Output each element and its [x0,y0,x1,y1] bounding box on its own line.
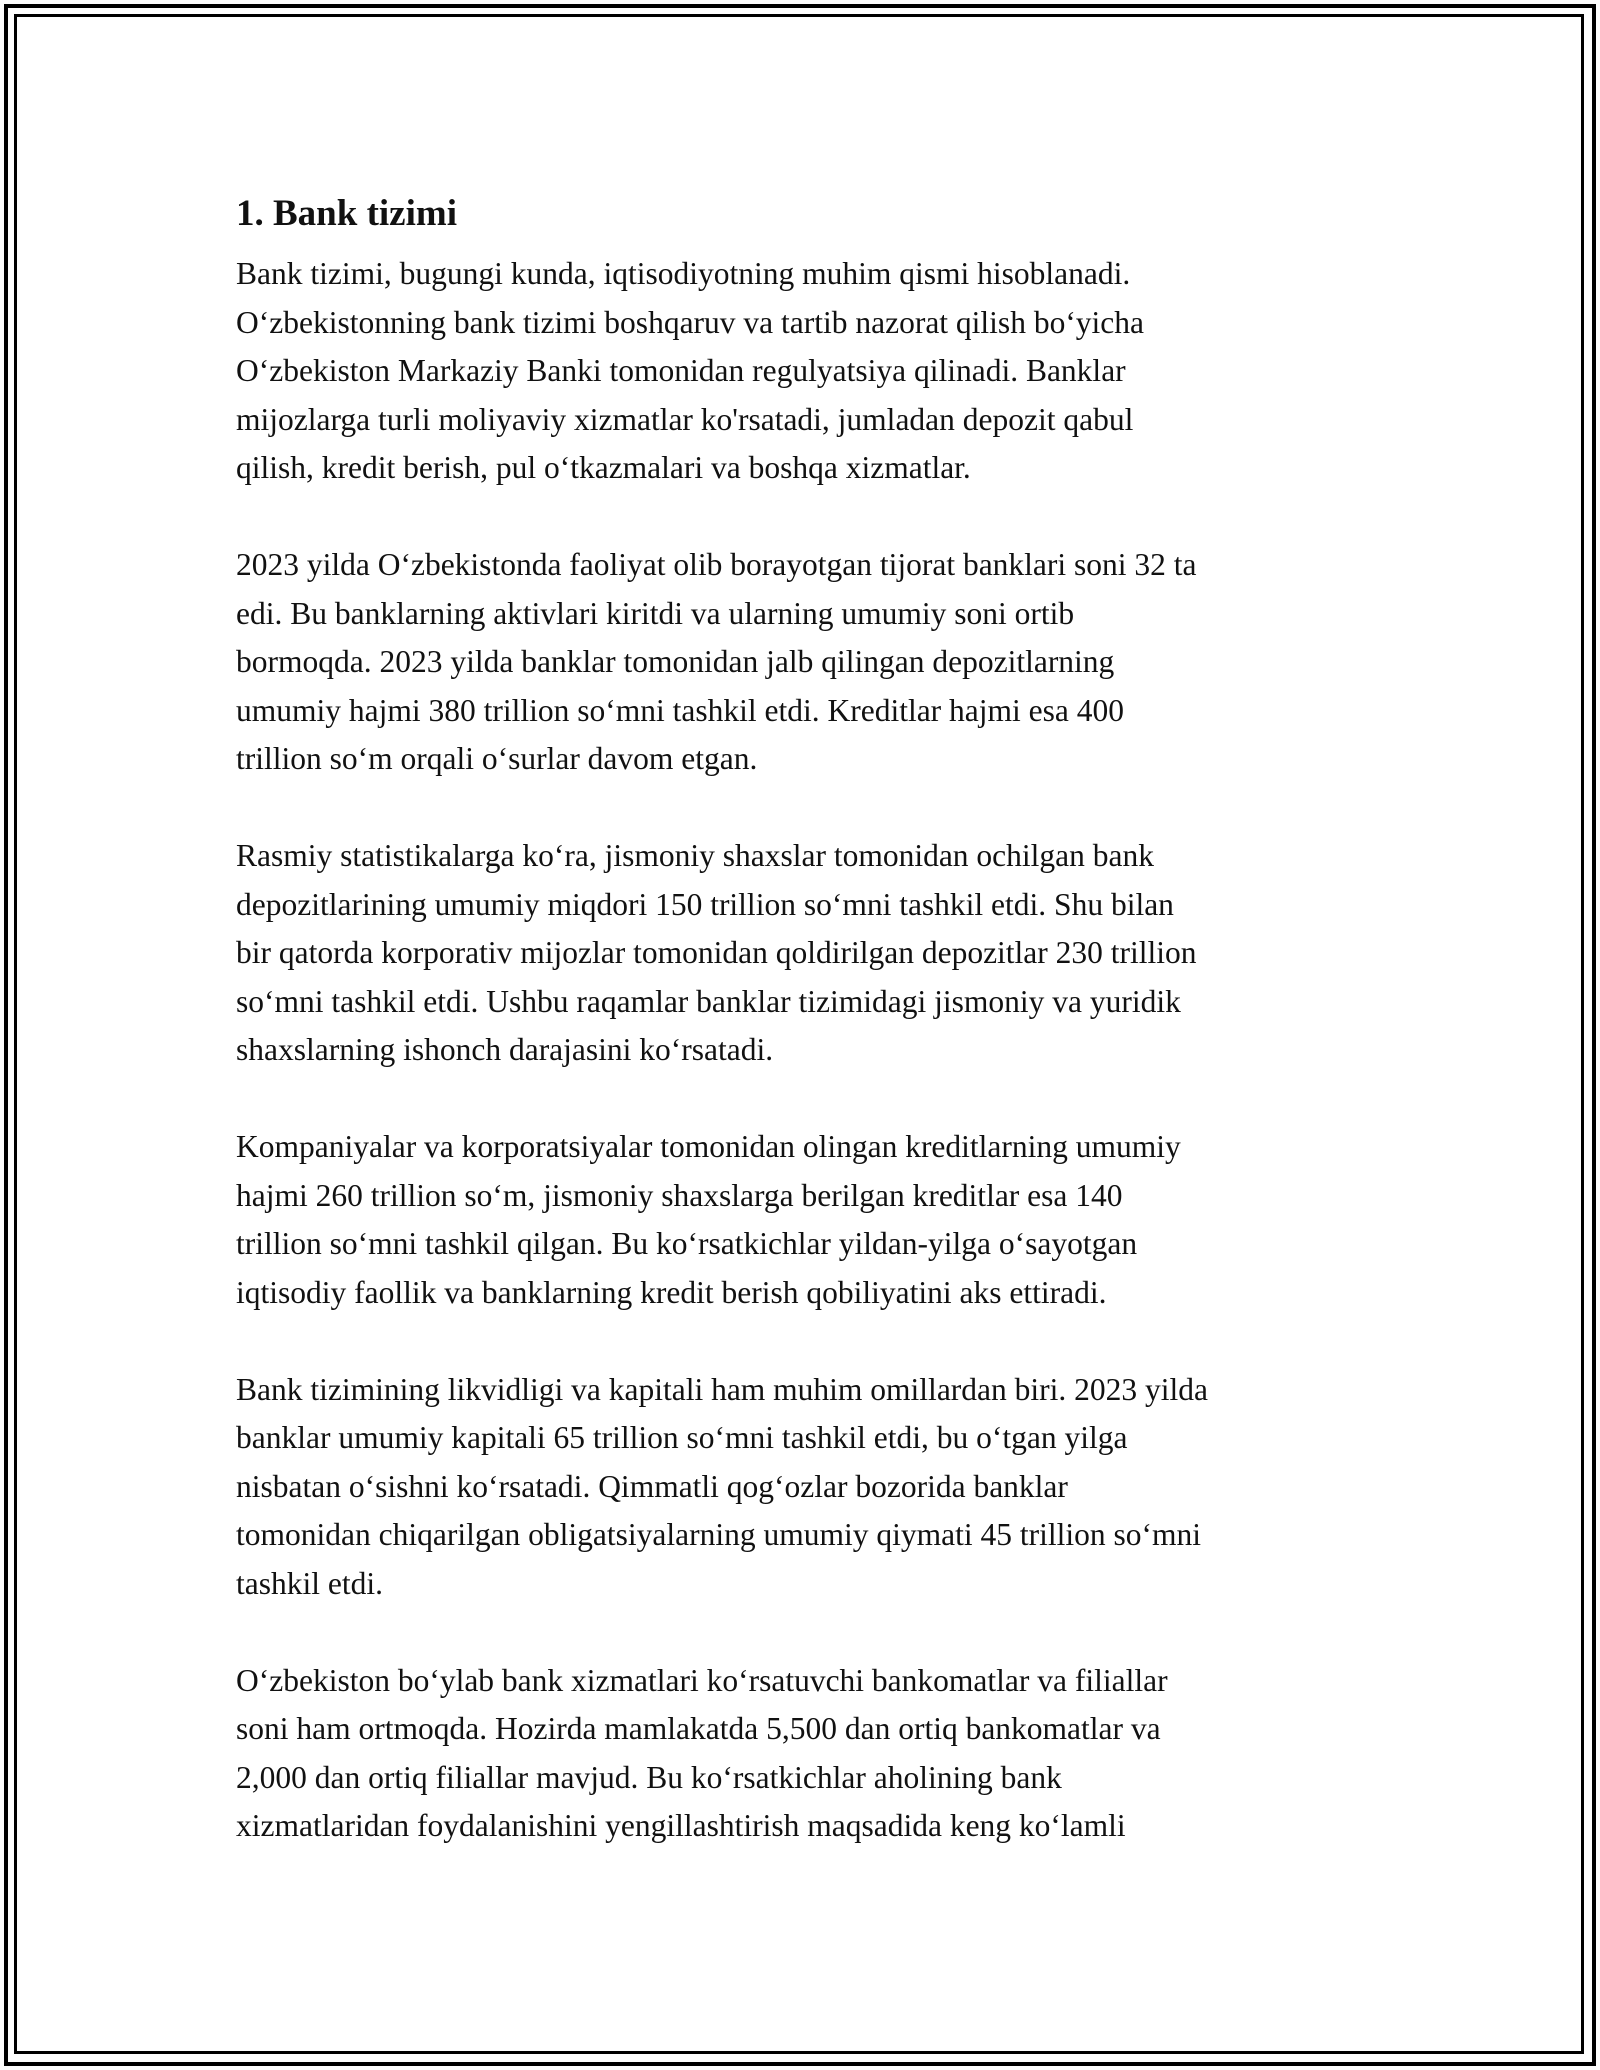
paragraph-credit-statistics: Kompaniyalar va korporatsiyalar tomonidan olingan kreditlarning umumiy hajmi 260 trillion soʻm, jismoniy shaxslarga berilgan kreditlar esa 140 trillion soʻmni tashkil qilgan. Bu koʻrsatkichlar yildan-yilga oʻsayotgan iqtisodiy faollik va banklarning kredit berish qobiliyatini aks ettiradi. [236,1129,1181,1310]
paragraph-deposit-statistics: Rasmiy statistikalarga koʻra, jismoniy shaxslar tomonidan ochilgan bank depozitlarining umumiy miqdori 150 trillion soʻmni tashkil etdi. Shu bilan bir qatorda korporativ mijozlar tomonidan qoldirilgan depozitlar 230 trillion soʻmni tashkil etdi. Ushbu raqamlar banklar tizimidagi jismoniy va yuridik shaxslarning ishonch darajasini koʻrsatadi. [236,838,1197,1067]
document-body [236,186,1386,1899]
paragraph-liquidity-capital: Bank tizimining likvidligi va kapitali ham muhim omillardan biri. 2023 yilda banklar umumiy kapitali 65 trillion soʻmni tashkil etdi, bu oʻtgan yilga nisbatan oʻsishni koʻrsatadi. Qimmatli qogʻozlar bozorida banklar tomonidan chiqarilgan obligatsiyalarning umumiy qiymati 45 trillion soʻmni tashkil etdi. [236,1371,1208,1601]
section-heading: 1. Bank tizimi [236,193,457,234]
paragraph-commercial-banks-2023: 2023 yilda Oʻzbekistonda faoliyat olib borayotgan tijorat banklari soni 32 ta edi. Bu banklarning aktivlari kiritdi va ularning umumiy soni ortib bormoqda. 2023 yilda banklar tomonidan jalb qilingan depozitlarning umumiy hajmi 380 trillion soʻmni tashkil etdi. Kreditlar hajmi esa 400 trillion soʻm orqali oʻsurlar davom etgan. [236,547,1197,776]
paragraph-bank-system-intro: Bank tizimi, bugungi kunda, iqtisodiyotning muhim qismi hisoblanadi. Oʻzbekistonning bank tizimi boshqaruv va tartib nazorat qilish boʻyicha Oʻzbekiston Markaziy Banki tomonidan regulyatsiya qilinadi. Banklar mijozlarga turli moliyaviy xizmatlar ko'rsatadi, jumladan depozit qabul qilish, kredit berish, pul oʻtkazmalari va boshqa xizmatlar. [236,256,1145,485]
paragraph-atms-branches: Oʻzbekiston boʻylab bank xizmatlari koʻrsatuvchi bankomatlar va filiallar soni ham ortmoqda. Hozirda mamlakatda 5,500 dan ortiq bankomatlar va 2,000 dan ortiq filiallar mavjud. Bu koʻrsatkichlar aholining bank xizmatlaridan foydalanishini yengillashtirish maqsadida keng koʻlamli [236,1662,1168,1843]
